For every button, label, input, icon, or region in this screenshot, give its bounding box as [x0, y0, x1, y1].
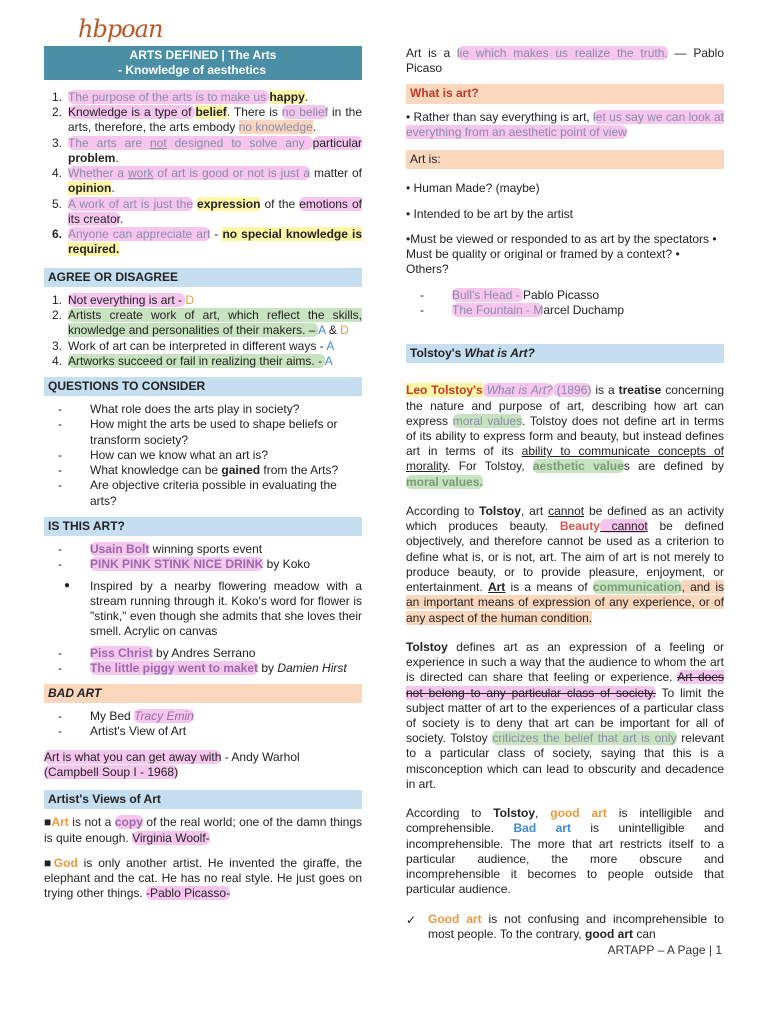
bullet-item: ● Inspired by a nearby flowering meadow with a stream running through it. Koko's word for flower is "stink," even though she admits that she loves their smell. Acrylic on canvas — [64, 578, 362, 639]
woolf-quote: ■Art is not a copy of the real world; one of the damn things is quite enough. Virginia Woolf- — [44, 815, 363, 845]
list-item: - PINK PINK STINK NICE DRINK by Koko — [58, 557, 311, 572]
questions-list — [44, 402, 362, 509]
question-item: - What role does the arts play in society? — [58, 402, 300, 417]
agree-item: 3. Work of art can be interpreted in different ways - A — [51, 338, 335, 353]
definition-item: 1. The purpose of the arts is to make us happy. — [51, 90, 309, 104]
art-is-header: Art is: — [406, 150, 724, 169]
list-item: - The Fountain - Marcel Duchamp — [420, 302, 625, 317]
warhol-quote: Art is what you can get away with - Andy Warhol (Campbell Soup I - 1968) — [44, 749, 300, 779]
arts-defined-title: ARTS DEFINED | The Arts - Knowledge of aesthetics — [44, 46, 362, 80]
definition-item: 5. A work of art is just the expression of the emotions of its creator. — [51, 196, 362, 226]
definition-item: 4. Whether a work of art is good or not is just a matter of opinion. — [51, 166, 362, 196]
list-item: - Usain Bolt winning sports event — [58, 542, 263, 557]
agree-item: 4. Artworks succeed or fail in realizing their aims. - A — [51, 353, 333, 368]
question-item: - How might the arts be used to shape beliefs or transform society? — [58, 417, 338, 447]
list-item: - Piss Christ by Andres Serrano — [58, 645, 256, 660]
page-footer: ARTAPP – A Page | 1 — [607, 943, 722, 957]
bad-art-list — [44, 709, 362, 739]
what-is-art-header: What is art? — [406, 84, 724, 103]
art-is-item: •Must be viewed or responded to as art by the spectators • Must be quality or original or framed by a context? • Others? — [406, 231, 717, 277]
right-column — [406, 46, 724, 942]
list-item: - Bull's Head - Pablo Picasso — [420, 287, 600, 302]
definitions-list — [44, 90, 362, 258]
good-art-item: ✓ Good art is not confusing and incomprehensible to most people. To the contrary, good art can — [406, 911, 725, 941]
handwritten-name: hbpoan — [78, 15, 163, 43]
question-item: - What knowledge can be gained from the Arts? — [58, 463, 339, 478]
agree-item: 1. Not everything is art - D — [51, 292, 195, 307]
questions-header: QUESTIONS TO CONSIDER — [44, 377, 362, 396]
bad-art-header: BAD ART — [44, 684, 362, 703]
left-column — [44, 46, 362, 902]
tolstoy-paragraph-3: Tolstoy defines art as an expression of a feeling or experience in such a way that the audience to whom the art is directed can share that feeling or experience. Art does not belong to any particular class of society. To limit the subject matter of art to the experiences of a particular class of society is to deny that art can be important for all of society. Tolstoy criticizes the belief that art is only relevant to a particular class of society, saying that this is a misconception which can lead to obscurity and decadence in art. — [406, 639, 725, 791]
definition-item: 6. Anyone can appreciate art - no special knowledge is required. — [51, 227, 363, 257]
tolstoy-header: Tolstoy's What is Art? — [406, 344, 724, 363]
art-is-item: • Intended to be art by the artist — [406, 206, 573, 221]
tolstoy-paragraph-1: Leo Tolstoy's What is Art? (1896) is a treatise concerning the nature and purpose of art, describing how art can express moral values. Tolstoy does not define art in terms of its ability to express form and beauty, but instead defines art in terms of its ability to communicate concepts of morality. For Tolstoy, aesthetic values are defined by moral values. — [406, 383, 725, 489]
artists-views-header: Artist's Views of Art — [44, 790, 362, 809]
definition-item: 3. The arts are not designed to solve any particular problem. — [51, 135, 362, 165]
list-item: - Artist's View of Art — [58, 724, 187, 739]
definition-item: 2. Knowledge is a type of belief. There is no belief in the arts, therefore, the arts embody no knowledge. — [51, 105, 362, 135]
agree-disagree-header: AGREE OR DISAGREE — [44, 268, 362, 287]
picasso-quote: ■God is only another artist. He invented the giraffe, the elephant and the cat. He has no real style. He just goes on trying other things. -Pablo Picasso- — [44, 855, 362, 901]
what-is-art-text: • Rather than say everything is art, let us say we can look at everything from an aesthetic point of view — [406, 109, 724, 139]
tolstoy-paragraph-2: According to Tolstoy, art cannot be defined as an activity which produces beauty. Beauty cannot be defined objectively, and therefore cannot be used as a criterion to define what is, or is not, art. The aim of art is not merely to produce beauty, or to provide pleasure, enjoyment, or entertainment. Art is a means of communication, and is an important means of expression of any experience, or of any aspect of the human condition. — [406, 503, 724, 625]
picasso-truth-quote: Art is a lie which makes us realize the truth. — Pablo Picaso — [406, 46, 725, 76]
agree-list — [44, 293, 362, 369]
is-this-art-list — [44, 542, 362, 676]
agree-item: 2. Artists create work of art, which reflect the skills, knowledge and personalities of their makers. – A & D — [51, 308, 362, 338]
question-item: - How can we know what an art is? — [58, 447, 269, 462]
question-item: - Are objective criteria possible in evaluating the arts? — [58, 478, 337, 508]
art-is-item: • Human Made? (maybe) — [406, 181, 540, 196]
tolstoy-paragraph-4: According to Tolstoy, good art is intelligible and comprehensible. Bad art is unintelligible and incomprehensible. The more that art restricts itself to a particular audience, the more obscure and incomprehensible it becomes to people outside that particular audience. — [406, 806, 725, 897]
is-this-art-header: IS THIS ART? — [44, 517, 362, 536]
list-item: - The little piggy went to maket by Damien Hirst — [58, 660, 347, 675]
list-item: - My Bed Tracy Emin — [58, 709, 194, 724]
